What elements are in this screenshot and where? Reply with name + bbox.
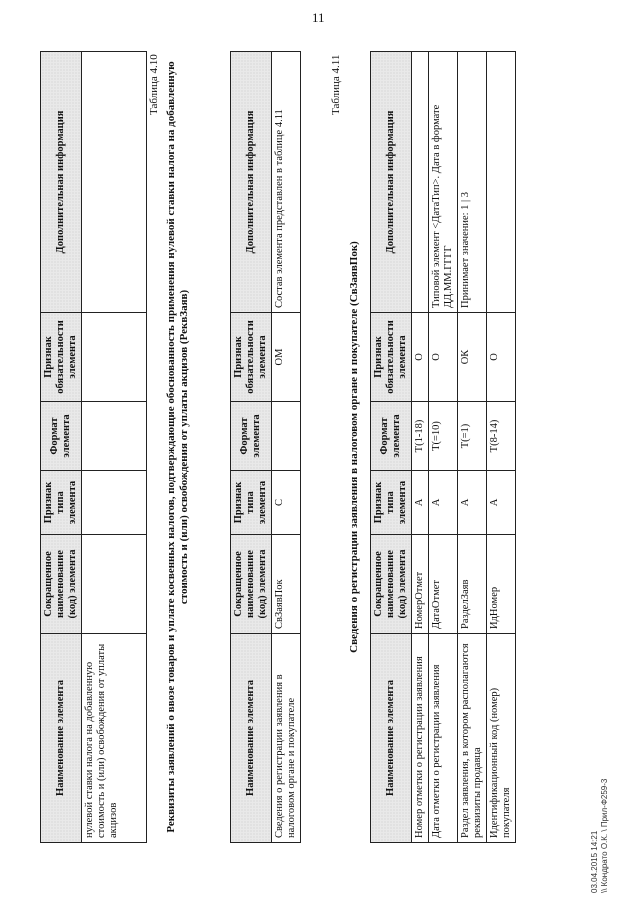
cell-info: Принимает значение: 1 | 3 [458,52,487,313]
cell-name: Дата отметки о регистрации заявления [429,634,458,843]
table-row [82,52,147,843]
cell-name: Номер отметки о регистрации заявления [412,634,429,843]
col-info: Дополнительная информация [41,52,82,313]
cell-name: нулевой ставки налога на добавленную стоимость и (или) освобождения от уплаты акцизов [82,634,147,843]
cell-type: А [412,471,429,535]
table-row [272,52,301,843]
cell-code: РазделЗаяв [458,535,487,634]
cell-format [272,402,301,471]
cell-info: Типовой элемент <ДатаТип>. Дата в формате ДД.ММ.ГГГГ [429,52,458,313]
table-row [429,52,458,843]
col-mandatory: Признак обязательности элемента [41,313,82,402]
col-code: Сокращенное наименование (код) элемента [231,535,272,634]
cell-name: Идентификационный код (номер) покупателя [487,634,516,843]
cell-format: T(=1) [458,402,487,471]
col-code: Сокращенное наименование (код) элемента [371,535,412,634]
col-mandatory: Признак обязательности элемента [231,313,272,402]
cell-mandatory: О [487,313,516,402]
cell-code [82,535,147,634]
footer-timestamp: 03.04.2015 14:21 [590,830,599,893]
table-4-11 [370,51,516,843]
col-code: Сокращенное наименование (код) элемента [41,535,82,634]
table-row [487,52,516,843]
cell-format: T(8-14) [487,402,516,471]
col-format: Формат элемента [41,402,82,471]
caption-4-10: Таблица 4.10 [148,54,160,115]
col-type: Признак типа элемента [371,471,412,535]
cell-type: А [487,471,516,535]
cell-type: А [458,471,487,535]
cell-type [82,471,147,535]
table-row [412,52,429,843]
cell-code: ДатаОтмет [429,535,458,634]
cell-code: СвЗаявПок [272,535,301,634]
cell-mandatory: О [429,313,458,402]
cell-info [487,52,516,313]
col-format: Формат элемента [371,402,412,471]
title-4-10: Реквизиты заявлений о ввозе товаров и уплате косвенных налогов, подтверждающие обоснованность применения нулевой ставки налога на добавленную стоимость и (или) освобождения от уплаты акцизов (РеквЗаяв) [165,61,190,833]
col-format: Формат элемента [231,402,272,471]
cell-format: T(=10) [429,402,458,471]
page-number: 11 [312,10,325,25]
cell-mandatory: О [412,313,429,402]
cell-mandatory [82,313,147,402]
col-name: Наименование элемента [41,634,82,843]
footer [590,779,610,893]
col-type: Признак типа элемента [41,471,82,535]
cell-info [82,52,147,313]
cell-format [82,402,147,471]
col-name: Наименование элемента [371,634,412,843]
col-mandatory: Признак обязательности элемента [371,313,412,402]
col-name: Наименование элемента [231,634,272,843]
col-info: Дополнительная информация [371,52,412,313]
cell-info: Состав элемента представлен в таблице 4.11 [272,52,301,313]
table-4-10 [230,51,301,843]
cell-format: T(1-18) [412,402,429,471]
table-row [458,52,487,843]
cell-mandatory: ОМ [272,313,301,402]
col-info: Дополнительная информация [231,52,272,313]
caption-4-11: Таблица 4.11 [330,54,342,115]
table-continuation [40,51,147,843]
cell-mandatory: ОК [458,313,487,402]
cell-code: ИдНомер [487,535,516,634]
cell-code: НомерОтмет [412,535,429,634]
cell-type: А [429,471,458,535]
cell-name: Раздел заявления, в котором располагаются реквизиты продавца [458,634,487,843]
cell-type: С [272,471,301,535]
footer-path: \\ Кондрато О.К. \ Прил-Ф259-3 [600,778,609,893]
title-4-11: Сведения о регистрации заявления в налоговом органе и покупателе (СвЗаявПок) [348,241,360,653]
col-type: Признак типа элемента [231,471,272,535]
cell-info [412,52,429,313]
cell-name: Сведения о регистрации заявления в налоговом органе и покупателе [272,634,301,843]
